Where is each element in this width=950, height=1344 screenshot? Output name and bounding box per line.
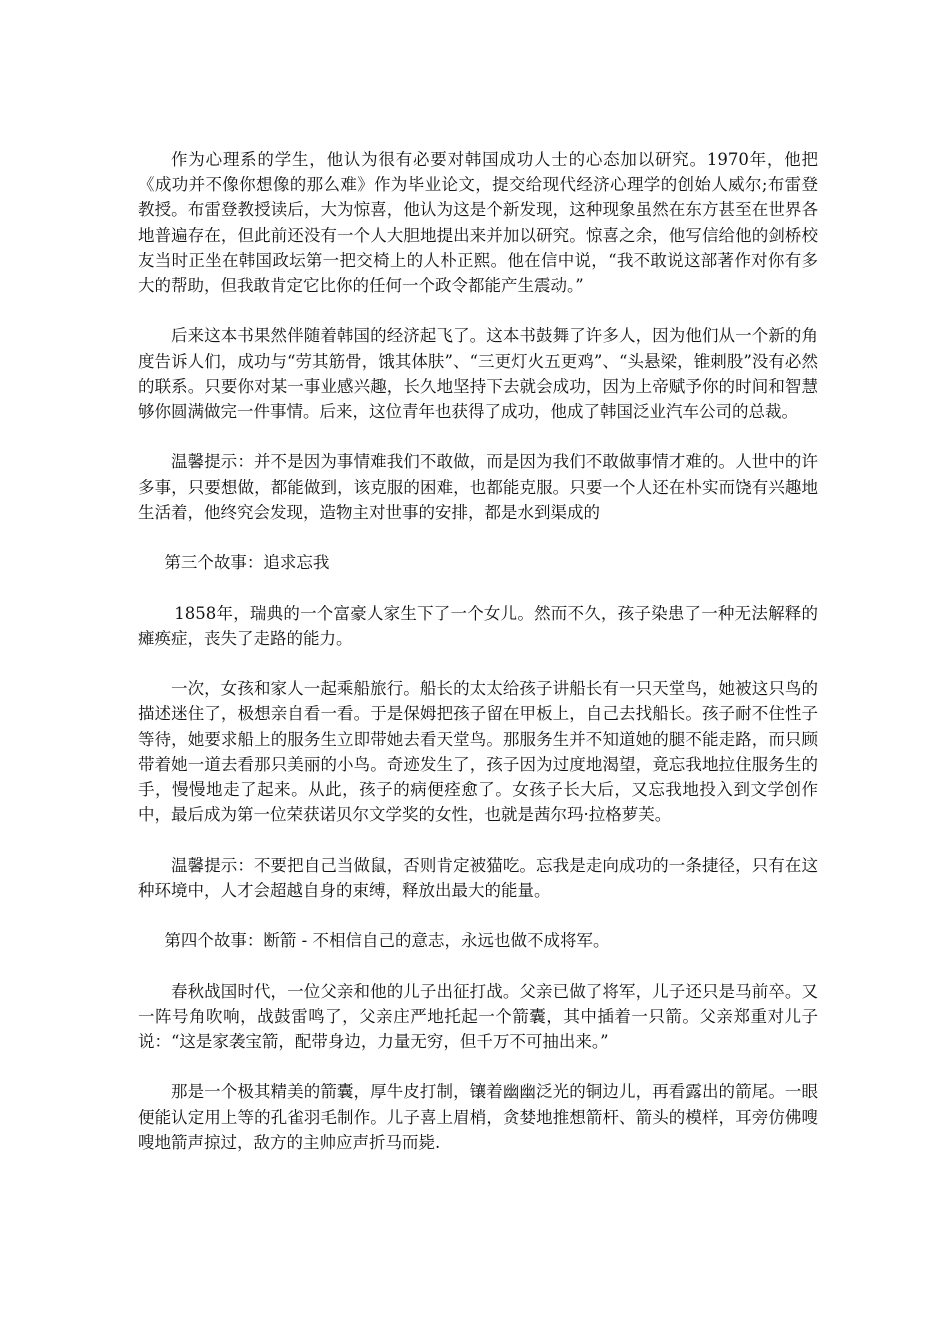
paragraph: 1858年，瑞典的一个富豪人家生下了一个女儿。然而不久，孩子染患了一种无法解释的瘫痪症，丧失了走路的能力。 <box>138 603 818 648</box>
paragraph: 那是一个极其精美的箭囊，厚牛皮打制，镶着幽幽泛光的铜边儿，再看露出的箭尾。一眼便能认定用上等的孔雀羽毛制作。儿子喜上眉梢，贪婪地推想箭杆、箭头的模样，耳旁仿佛嗖嗖地箭声掠过，敌方的主帅应声折马而毙. <box>138 1082 818 1152</box>
paragraph: 后来这本书果然伴随着韩国的经济起飞了。这本书鼓舞了许多人，因为他们从一个新的角度告诉人们，成功与“劳其筋骨，饿其体肤”、“三更灯火五更鸡”、“头悬梁，锥刺股”没有必然的联系。只要你对某一事业感兴趣，长久地坚持下去就会成功，因为上帝赋予你的时间和智慧够你圆满做完一件事情。后来，这位青年也获得了成功，他成了韩国泛业汽车公司的总裁。 <box>138 326 818 422</box>
paragraph: 一次，女孩和家人一起乘船旅行。船长的太太给孩子讲船长有一只天堂鸟，她被这只鸟的描述迷住了，极想亲自看一看。于是保姆把孩子留在甲板上，自己去找船长。孩子耐不住性子等待，她要求船上的服务生立即带她去看天堂鸟。那服务生并不知道她的腿不能走路，而只顾带着她一道去看那只美丽的小鸟。奇迹发生了，孩子因为过度地渴望，竟忘我地拉住服务生的手，慢慢地走了起来。从此，孩子的病便痊愈了。女孩子长大后，又忘我地投入到文学创作中，最后成为第一位荣获诺贝尔文学奖的女性，也就是茜尔玛·拉格萝芙。 <box>138 679 818 825</box>
tip-paragraph: 温馨提示：并不是因为事情难我们不敢做，而是因为我们不敢做事情才难的。人世中的许多事，只要想做，都能做到，该克服的困难，也都能克服。只要一个人还在朴实而饶有兴趣地生活着，他终究会发现，造物主对世事的安排，都是水到渠成的 <box>138 452 818 522</box>
paragraph: 作为心理系的学生，他认为很有必要对韩国成功人士的心态加以研究。1970年，他把《成功并不像你想像的那么难》作为毕业论文，提交给现代经济心理学的创始人威尔;布雷登教授。布雷登教授读后，大为惊喜，他认为这是个新发现，这种现象虽然在东方甚至在世界各地普遍存在，但此前还没有一个人大胆地提出来并加以研究。惊喜之余，他写信给他的剑桥校友当时正坐在韩国政坛第一把交椅上的人朴正熙。他在信中说，“我不敢说这部著作对你有多大的帮助，但我敢肯定它比你的任何一个政令都能产生震动。” <box>138 150 818 296</box>
paragraph: 春秋战国时代，一位父亲和他的儿子出征打战。父亲已做了将军，儿子还只是马前卒。又一阵号角吹响，战鼓雷鸣了，父亲庄严地托起一个箭囊，其中插着一只箭。父亲郑重对儿子说：“这是家袭宝箭，配带身边，力量无穷，但千万不可抽出来。” <box>138 981 818 1051</box>
document-body <box>138 147 818 1180</box>
story-heading: 第四个故事：断箭 - 不相信自己的意志，永远也做不成将军。 <box>164 931 610 951</box>
tip-paragraph: 温馨提示：不要把自己当做鼠，否则肯定被猫吃。忘我是走向成功的一条捷径，只有在这种环境中，人才会超越自身的束缚，释放出最大的能量。 <box>138 855 818 900</box>
story-heading: 第三个故事：追求忘我 <box>164 553 330 573</box>
